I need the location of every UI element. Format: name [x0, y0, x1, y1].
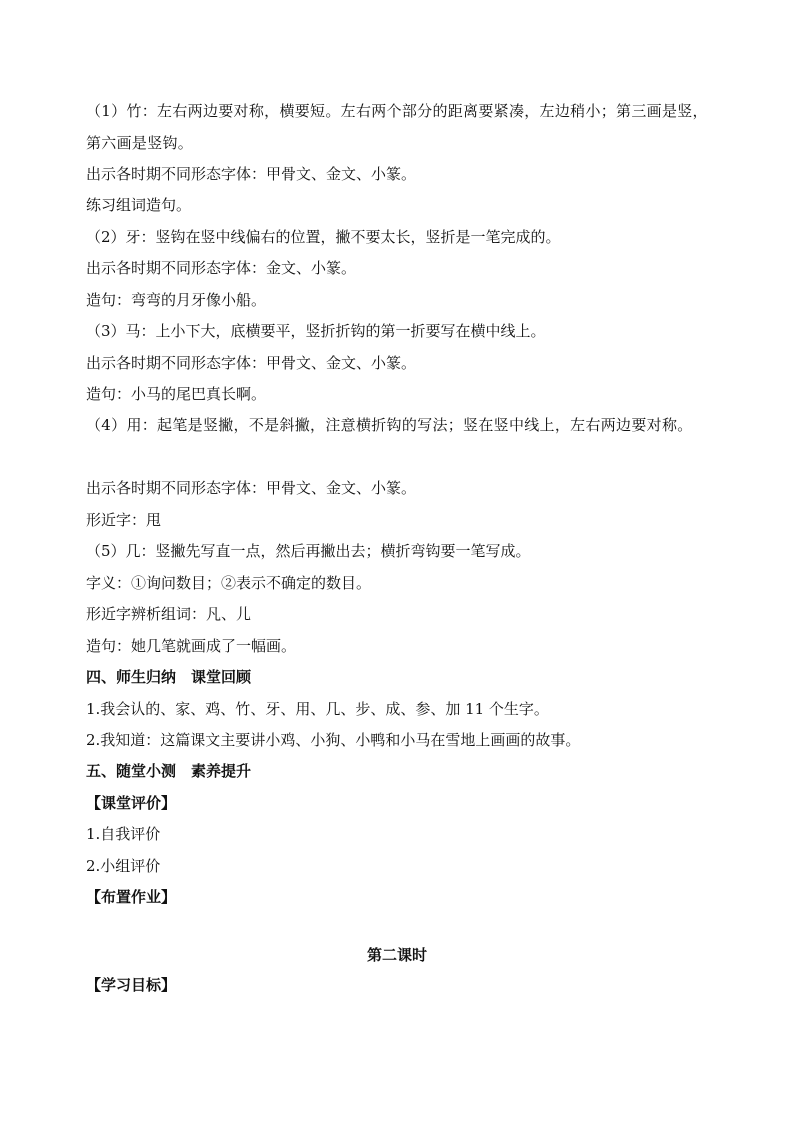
paragraph-practice: 练习组词造句。 [86, 196, 192, 214]
section-heading-quiz: 五、随堂小测 素养提升 [86, 762, 252, 780]
paragraph-ya: （2）牙：竖钩在竖中线偏右的位置，撇不要太长，竖折是一笔完成的。 [86, 228, 561, 246]
paragraph-ji-meaning: 字义：①询问数目；②表示不确定的数目。 [86, 574, 372, 592]
paragraph-ya-fonts: 出示各时期不同形态字体：金文、小篆。 [86, 259, 357, 277]
paragraph-review-2: 2.我知道：这篇课文主要讲小鸡、小狗、小鸭和小马在雪地上画画的故事。 [86, 731, 581, 749]
paragraph-ji-sentence: 造句：她几笔就画成了一幅画。 [86, 637, 297, 655]
paragraph-ji: （5）几：竖撇先写直一点，然后再撇出去；横折弯钩要一笔写成。 [86, 542, 531, 560]
paragraph-ya-sentence: 造句：弯弯的月牙像小船。 [86, 291, 267, 309]
paragraph-review-1: 1.我会认的、家、鸡、竹、牙、用、几、步、成、参、加 11 个生字。 [86, 700, 549, 718]
heading-homework: 【布置作业】 [86, 888, 177, 906]
paragraph-group-evaluation: 2.小组评价 [86, 857, 161, 875]
paragraph-zhu-fonts: 出示各时期不同形态字体：甲骨文、金文、小篆。 [86, 165, 417, 183]
section-heading-review: 四、师生归纳 课堂回顾 [86, 668, 252, 686]
paragraph-yong: （4）用：起笔是竖撇，不是斜撇，注意横折钩的写法；竖在竖中线上，左右两边要对称。 [86, 416, 693, 434]
paragraph-ma-sentence: 造句：小马的尾巴真长啊。 [86, 385, 267, 403]
heading-class-evaluation: 【课堂评价】 [86, 794, 177, 812]
paragraph-ji-similar: 形近字辨析组词：凡、儿 [86, 605, 252, 623]
paragraph-yong-fonts: 出示各时期不同形态字体：甲骨文、金文、小篆。 [86, 479, 417, 497]
paragraph-yong-similar: 形近字：甩 [86, 511, 162, 529]
paragraph-ma-fonts: 出示各时期不同形态字体：甲骨文、金文、小篆。 [86, 354, 417, 372]
paragraph-zhu: （1）竹：左右两边要对称，横要短。左右两个部分的距离要紧凑，左边稍小；第三画是竖，第六画是竖钩。 [86, 102, 708, 152]
heading-second-lesson: 第二课时 [366, 946, 427, 964]
heading-learning-goals: 【学习目标】 [86, 976, 177, 994]
paragraph-ma: （3）马：上小下大，底横要平，竖折折钩的第一折要写在横中线上。 [86, 322, 546, 340]
paragraph-self-evaluation: 1.自我评价 [86, 825, 161, 843]
